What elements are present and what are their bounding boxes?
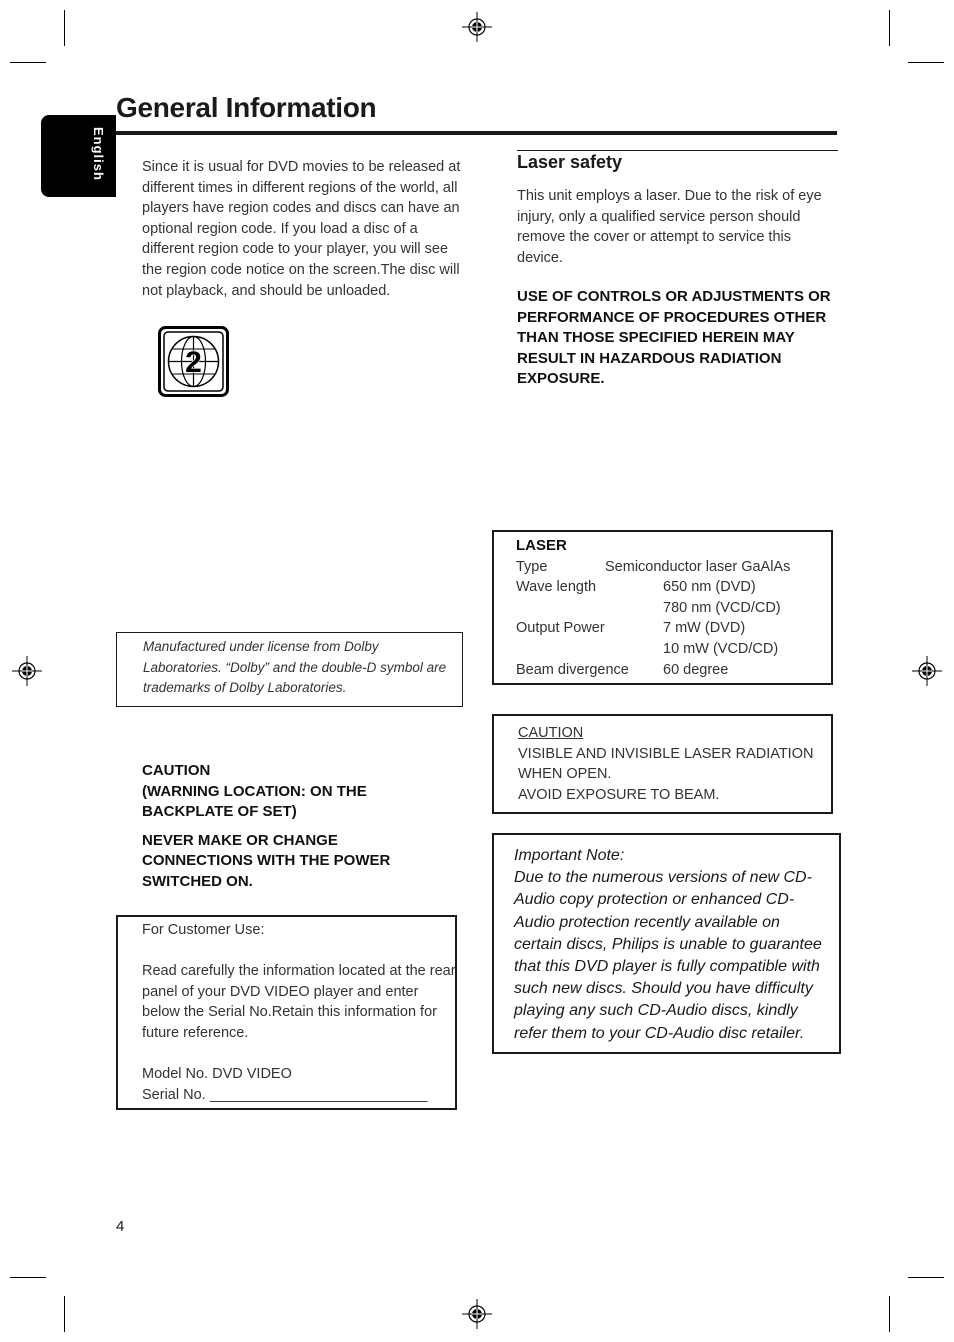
region-code-text: Since it is usual for DVD movies to be released at different times in different regions of the world, all players have region codes and discs can have an optional region code. If you load a disc of a different region code to your player, you will see the region code notice on the screen.The disc will not playback, and should be unloaded. [142, 159, 461, 299]
caution-laser-box [492, 714, 833, 814]
spec-label: Type [516, 558, 548, 575]
laser-safety-text: This unit employs a laser. Due to the risk of eye injury, only a qualified service person should remove the cover or attempt to service this device. [517, 188, 822, 266]
title-rule [116, 131, 837, 135]
spec-row-wave-2 [516, 598, 831, 619]
language-tab-label: English [91, 127, 106, 181]
spec-value: Semiconductor laser GaAlAs [605, 558, 791, 575]
dolby-text: Manufactured under license from Dolby Laboratories. “Dolby” and the double-D symbol are trademarks of Dolby Laboratories. [143, 639, 447, 696]
registration-mark-icon [462, 1299, 492, 1329]
laser-specs-heading: LASER [516, 537, 567, 554]
spec-value: 780 nm (VCD/CD) [663, 599, 781, 616]
spec-row-beam [516, 660, 831, 681]
crop-mark [64, 1296, 65, 1332]
caution-laser-heading: CAUTION [518, 725, 584, 741]
caution-backplate-warning: NEVER MAKE OR CHANGE CONNECTIONS WITH THE POWER SWITCHED ON. [142, 831, 391, 890]
spec-value: 10 mW (VCD/CD) [663, 640, 779, 657]
section-rule [517, 150, 838, 151]
spec-value: 7 mW (DVD) [663, 620, 746, 637]
important-note-box [492, 833, 841, 1054]
spec-row-power [516, 618, 831, 639]
language-tab [41, 115, 116, 197]
model-number: Model No. DVD VIDEO [142, 1066, 292, 1083]
region-code-globe-icon [158, 326, 229, 397]
spec-label: Beam divergence [516, 661, 629, 678]
spec-row-power-2 [516, 639, 831, 660]
crop-mark [908, 1277, 944, 1278]
spec-row-type [516, 557, 831, 578]
spec-label: Wave length [516, 579, 597, 596]
caution-laser-line: WHEN OPEN. [518, 766, 612, 783]
laser-specs-box [492, 530, 833, 685]
laser-safety-title: Laser safety [517, 152, 623, 172]
customer-use-heading: For Customer Use: [142, 922, 265, 938]
customer-use-text: Read carefully the information located at the rear panel of your DVD VIDEO player and enter below the Serial No.Retain this information for future reference. [142, 963, 456, 1041]
region-number: 2 [185, 346, 202, 379]
crop-mark [889, 10, 890, 46]
registration-mark-icon [12, 656, 42, 686]
crop-mark [908, 62, 944, 63]
caution-backplate-heading: CAUTION [142, 762, 211, 779]
dolby-box [116, 632, 463, 707]
caution-laser-line: VISIBLE AND INVISIBLE LASER RADIATION [518, 745, 814, 762]
crop-mark [889, 1296, 890, 1332]
crop-mark [10, 62, 46, 63]
spec-value: 650 nm (DVD) [663, 579, 756, 596]
spec-value: 60 degree [663, 661, 729, 678]
page-number: 4 [116, 1218, 125, 1235]
caution-backplate-location: (WARNING LOCATION: ON THE BACKPLATE OF SET) [142, 782, 367, 821]
registration-mark-icon [912, 656, 942, 686]
caution-backplate [142, 761, 452, 893]
important-note-heading: Important Note: [514, 847, 625, 864]
crop-mark [64, 10, 65, 46]
important-note-text: Due to the numerous versions of new CD-Audio copy protection or enhanced CD-Audio protection recently available on certain discs, Philips is unable to guarantee that this DVD player is fully compatible with such new discs. Should you have difficulty playing any such CD-Audio discs, kindly refer them to your CD-Audio disc retailer. [514, 869, 822, 1042]
laser-safety-warning: USE OF CONTROLS OR ADJUSTMENTS OR PERFORMANCE OF PROCEDURES OTHER THAN THOSE SPECIFIED HEREIN MAY RESULT IN HAZARDOUS RADIATION EXPOSURE. [517, 288, 831, 388]
serial-number: Serial No. ___________________________ [142, 1086, 428, 1103]
caution-laser-line: AVOID EXPOSURE TO BEAM. [518, 786, 720, 803]
spec-label: Output Power [516, 620, 605, 637]
page-title: General Information [116, 92, 377, 123]
customer-use-box [116, 915, 457, 1110]
spec-row-wave [516, 577, 831, 598]
crop-mark [10, 1277, 46, 1278]
registration-mark-icon [462, 12, 492, 42]
